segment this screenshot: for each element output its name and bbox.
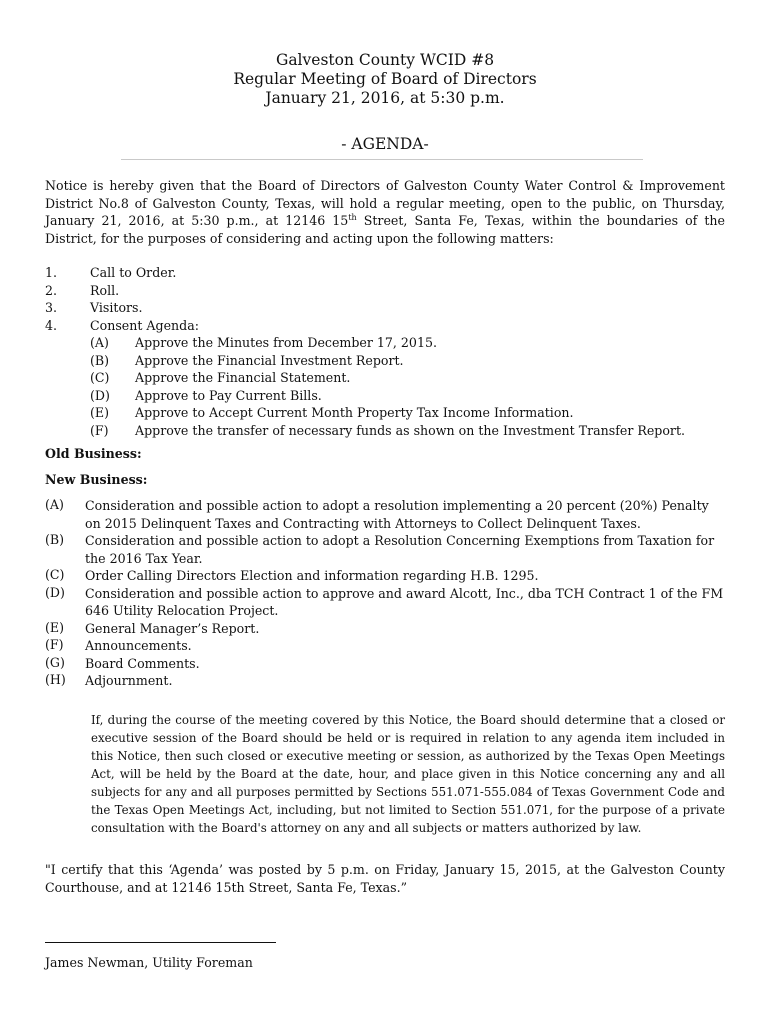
- old-business-heading: Old Business:: [45, 446, 142, 461]
- consent-label: (C): [90, 370, 110, 385]
- new-business-text: Board Comments.: [85, 655, 200, 671]
- notice-text-part1: Notice is hereby given that the Board of Directors of Galveston County Water Control & Improvement District No.8 of Galveston County, Texas, will hold a regular meeting, open to the public, on Thursday, January 21, 2016, at 5:30 p.m., at 12146 15: [45, 178, 725, 228]
- new-business-text: Adjournment.: [85, 673, 173, 688]
- district-name: Galveston County WCID #8: [275, 51, 495, 69]
- new-business-label: (H): [45, 672, 66, 687]
- certification-statement: "I certify that this ‘Agenda’ was posted by 5 p.m. on Friday, January 15, 2015, at the Galveston County Courthouse, and at 12146 15th Street, Santa Fe, Texas.”: [45, 862, 725, 895]
- consent-label: (A): [90, 335, 109, 350]
- item-text: Call to Order.: [90, 265, 177, 280]
- new-business-label: (A): [45, 497, 64, 512]
- signature-name: James Newman, Utility Foreman: [45, 955, 253, 970]
- consent-text: Approve to Pay Current Bills.: [135, 387, 322, 403]
- consent-label: (F): [90, 422, 109, 438]
- new-business-label: (E): [45, 619, 65, 635]
- item-number: 1.: [45, 265, 58, 280]
- item-number: 2.: [45, 282, 58, 298]
- consent-text: Approve to Accept Current Month Property Tax Income Information.: [135, 405, 574, 420]
- item-number: 4.: [45, 317, 58, 333]
- new-business-text: Consideration and possible action to approve and award Alcott, Inc., dba TCH Contract 1 of the FM 646 Utility Relocation Project.: [85, 585, 724, 618]
- consent-label: (D): [90, 387, 110, 403]
- new-business-label: (B): [45, 532, 65, 547]
- notice-superscript: th: [348, 212, 357, 222]
- new-business-text: General Manager’s Report.: [85, 620, 260, 636]
- consent-label: (E): [90, 405, 110, 420]
- new-business-label: (C): [45, 567, 65, 582]
- item-text: Roll.: [90, 282, 120, 298]
- agenda-heading: - AGENDA-: [341, 135, 429, 153]
- consent-text: Approve the Financial Investment Report.: [135, 352, 404, 368]
- consent-text: Approve the Minutes from December 17, 2015.: [135, 335, 437, 350]
- consent-label: (B): [90, 352, 110, 368]
- meeting-date: January 21, 2016, at 5:30 p.m.: [265, 89, 505, 107]
- new-business-heading: New Business:: [45, 472, 148, 487]
- consent-text: Approve the Financial Statement.: [135, 370, 351, 385]
- new-business-label: (G): [45, 654, 65, 670]
- item-text: Visitors.: [90, 300, 143, 315]
- new-business-label: (F): [45, 637, 64, 652]
- new-business-text: Consideration and possible action to adopt a Resolution Concerning Exemptions from Taxation for the 2016 Tax Year.: [85, 533, 715, 566]
- header-divider: [121, 159, 643, 160]
- new-business-label: (D): [45, 584, 65, 600]
- notice-text-part2: Street, Santa Fe, Texas, within the boundaries of the District, for the purposes of considering and acting upon the following matters:: [45, 213, 725, 246]
- closed-session-notice: If, during the course of the meeting covered by this Notice, the Board should determine that a closed or executive session of the Board should be held or is required in relation to any agenda item included in this Notice, then such closed or executive meeting or session, as authorized by the Texas Open Meetings Act, will be held by the Board at the date, hour, and place given in this Notice concerning any and all subjects for any and all purposes permitted by Sections 551.071-555.084 of Texas Government Code and the Texas Open Meetings Act, including, but not limited to Section 551.071, for the purpose of a private consultation with the Board's attorney on any and all subjects or matters authorized by law.: [91, 713, 725, 835]
- item-number: 3.: [45, 300, 58, 315]
- notice-paragraph: [45, 177, 725, 247]
- consent-text: Approve the transfer of necessary funds as shown on the Investment Transfer Report.: [135, 422, 686, 438]
- new-business-text: Consideration and possible action to adopt a resolution implementing a 20 percent (20%) Penalty on 2015 Delinquent Taxes and Contracting with Attorneys to Collect Delinquent Taxes.: [85, 498, 709, 531]
- document-title-block: [0, 51, 770, 108]
- new-business-text: Announcements.: [85, 638, 192, 653]
- signature-line: [45, 942, 276, 943]
- new-business-text: Order Calling Directors Election and information regarding H.B. 1295.: [85, 568, 539, 583]
- item-text: Consent Agenda:: [90, 317, 199, 333]
- meeting-type: Regular Meeting of Board of Directors: [233, 70, 537, 88]
